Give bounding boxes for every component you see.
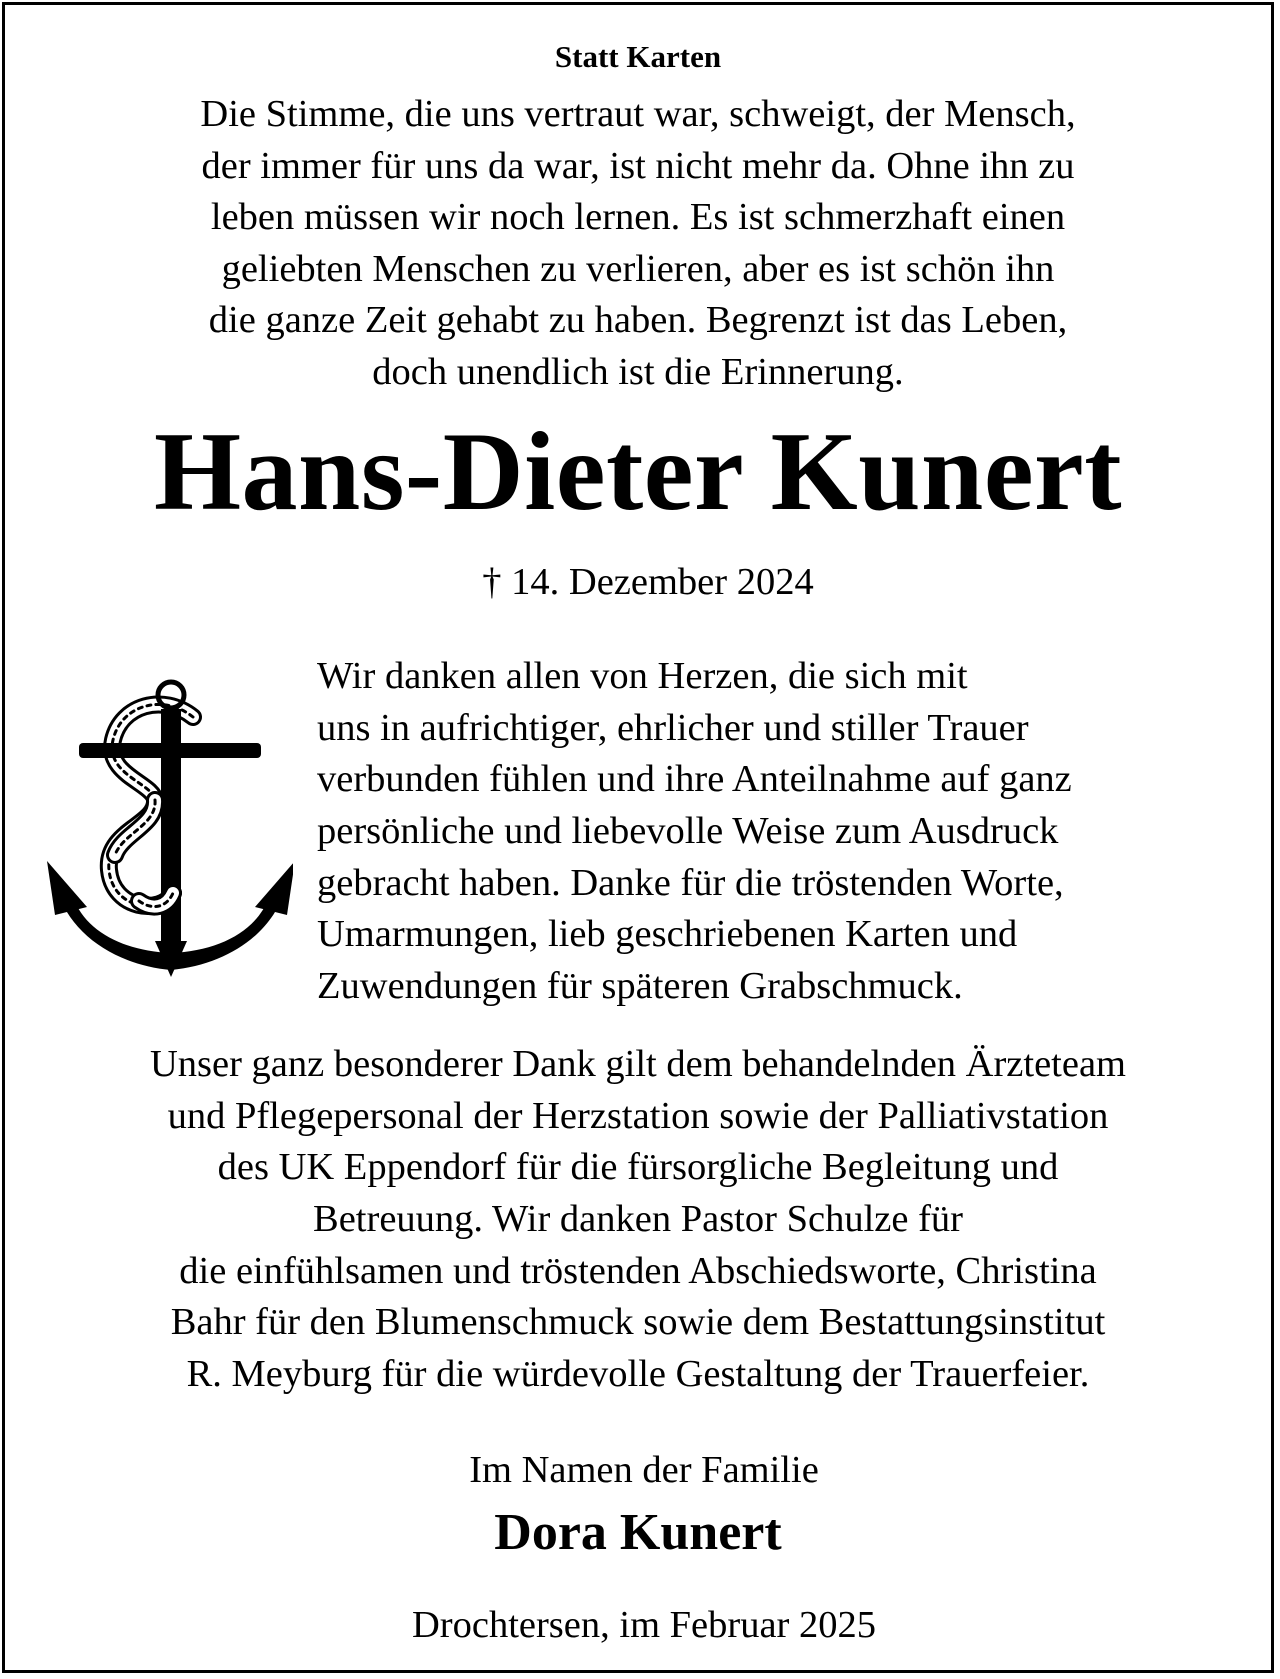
special-thanks-line: Bahr für den Blumenschmuck sowie dem Bestattungsinstitut — [170, 1301, 1106, 1344]
poem-line: doch unendlich ist die Erinnerung. — [372, 350, 904, 393]
family-line: Im Namen der Familie — [469, 1449, 819, 1491]
special-thanks-line: die einfühlsamen und tröstenden Abschiedsworte, Christina — [179, 1249, 1097, 1292]
special-thanks-line: des UK Eppendorf für die fürsorgliche Begleitung und — [217, 1146, 1059, 1189]
thanks-line: Wir danken allen von Herzen, die sich mit — [317, 655, 968, 697]
poem-line: geliebten Menschen zu verlieren, aber es ist schön ihn — [221, 247, 1055, 290]
deceased-name: Hans-Dieter Kunert — [153, 410, 1123, 534]
thanks-line: Zuwendungen für späteren Grabschmuck. — [317, 965, 963, 1008]
death-date: † 14. Dezember 2024 — [482, 561, 814, 603]
poem-line: die ganze Zeit gehabt zu haben. Begrenzt ist das Leben, — [208, 299, 1068, 341]
signer-name: Dora Kunert — [494, 1504, 782, 1561]
thanks-line: uns in aufrichtiger, ehrlicher und stiller Trauer — [317, 706, 1029, 749]
poem-line: leben müssen wir noch lernen. Es ist schmerzhaft einen — [210, 196, 1066, 238]
thanks-line: gebracht haben. Danke für die tröstenden Worte, — [317, 861, 1064, 904]
thanks-line: verbunden fühlen und ihre Anteilnahme auf ganz — [317, 758, 1072, 801]
anchor-with-rope-icon — [43, 665, 293, 985]
place-date: Drochtersen, im Februar 2025 — [411, 1604, 876, 1646]
special-thanks-line: Betreuung. Wir danken Pastor Schulze für — [313, 1198, 963, 1241]
special-thanks-paragraph — [5, 1039, 1271, 1401]
thanks-line: Umarmungen, lieb geschriebenen Karten und — [317, 913, 1018, 956]
headline: Statt Karten — [554, 39, 722, 74]
thanks-line: persönliche und liebevolle Weise zum Ausdruck — [317, 810, 1059, 853]
special-thanks-line: Unser ganz besonderer Dank gilt dem behandelnden Ärzteteam — [149, 1043, 1127, 1085]
special-thanks-line: und Pflegepersonal der Herzstation sowie der Palliativstation — [167, 1094, 1109, 1137]
poem-line: der immer für uns da war, ist nicht mehr da. Ohne ihn zu — [201, 144, 1075, 187]
special-thanks-line: R. Meyburg für die würdevolle Gestaltung der Trauerfeier. — [186, 1353, 1090, 1396]
obituary-notice — [2, 2, 1274, 1673]
poem — [5, 89, 1271, 398]
poem-line: Die Stimme, die uns vertraut war, schweigt, der Mensch, — [200, 93, 1076, 135]
thanks-paragraph — [317, 651, 1072, 1013]
